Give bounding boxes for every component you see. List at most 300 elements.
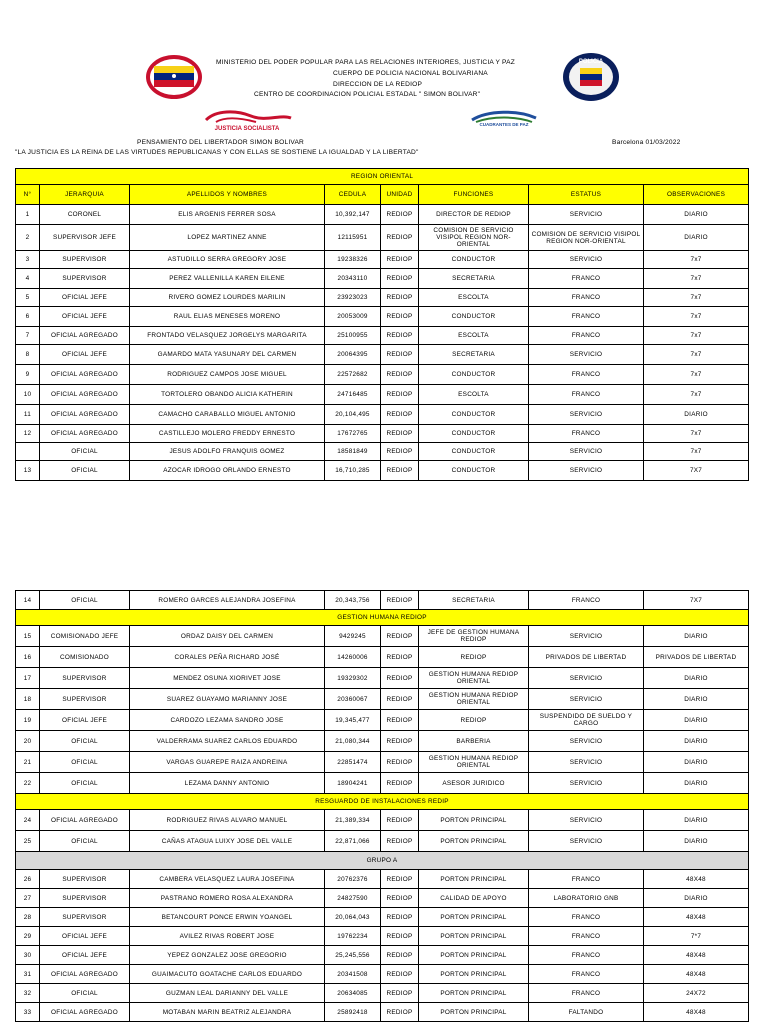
table-row [16, 269, 749, 289]
cell-full-name: FRONTADO VELASQUEZ JORGELYS MARGARITA [130, 327, 325, 345]
table-row [16, 710, 749, 731]
cell-status: SUSPENDIDO DE SUELDO Y CARGO [529, 710, 644, 731]
cell-unit: REDIOP [381, 327, 419, 345]
cell-unit: REDIOP [381, 647, 419, 668]
table-row [16, 345, 749, 365]
cell-unit: REDIOP [381, 425, 419, 443]
cell-observations: DIARIO [644, 889, 749, 908]
cell-id-number: 17672765 [325, 425, 381, 443]
cell-rank: OFICIAL JEFE [40, 946, 130, 965]
cell-rank: SUPERVISOR [40, 689, 130, 710]
cell-id-number: 22,871,066 [325, 831, 381, 852]
cell-rank: OFICIAL AGREGADO [40, 385, 130, 405]
cell-full-name: JESUS ADOLFO FRANQUIS GOMEZ [130, 443, 325, 461]
cell-rank: SUPERVISOR JEFE [40, 225, 130, 251]
cell-rank: OFICIAL [40, 752, 130, 773]
cell-unit: REDIOP [381, 345, 419, 365]
cell-function: JEFE DE GESTION HUMANA REDIOP [419, 626, 529, 647]
cell-function: BARBERIA [419, 731, 529, 752]
cell-id-number: 20360067 [325, 689, 381, 710]
cell-row-number: 19 [16, 710, 40, 731]
cell-unit: REDIOP [381, 889, 419, 908]
cell-status: FRANCO [529, 289, 644, 307]
column-header-unit: UNIDAD [381, 185, 419, 205]
column-header-full-name: APELLIDOS Y NOMBRES [130, 185, 325, 205]
cell-status: SERVICIO [529, 251, 644, 269]
cell-observations: DIARIO [644, 831, 749, 852]
table-row [16, 908, 749, 927]
cell-full-name: CAMBERA VELASQUEZ LAURA JOSEFINA [130, 870, 325, 889]
cell-function: CONDUCTOR [419, 251, 529, 269]
cell-status: SERVICIO [529, 773, 644, 794]
cell-full-name: LOPEZ MARTINEZ ANNE [130, 225, 325, 251]
cell-unit: REDIOP [381, 752, 419, 773]
cell-function: CONDUCTOR [419, 307, 529, 327]
cell-full-name: CAÑAS ATAGUA LUIXY JOSE DEL VALLE [130, 831, 325, 852]
cell-function: CONDUCTOR [419, 365, 529, 385]
cell-id-number: 25892418 [325, 1003, 381, 1022]
cell-observations: 7x7 [644, 269, 749, 289]
cell-unit: REDIOP [381, 385, 419, 405]
header-ministry: MINISTERIO DEL PODER POPULAR PARA LAS RELACIONES INTERIORES, JUSTICIA Y PAZ [216, 59, 515, 66]
cell-rank: OFICIAL JEFE [40, 710, 130, 731]
cell-status: FRANCO [529, 965, 644, 984]
cell-row-number: 13 [16, 461, 40, 481]
cell-observations: PRIVADOS DE LIBERTAD [644, 647, 749, 668]
cell-function: PORTON PRINCIPAL [419, 1003, 529, 1022]
table-row [16, 752, 749, 773]
cell-rank: SUPERVISOR [40, 269, 130, 289]
table-row [16, 461, 749, 481]
table-row [16, 870, 749, 889]
cell-unit: REDIOP [381, 710, 419, 731]
section-title: GESTION HUMANA REDIOP [16, 610, 749, 626]
cell-full-name: GAMARDO MATA YASUNARY DEL CARMEN [130, 345, 325, 365]
cell-full-name: GUZMAN LEAL DARIANNY DEL VALLE [130, 984, 325, 1003]
table-row [16, 591, 749, 610]
cell-unit: REDIOP [381, 289, 419, 307]
cell-observations: 7*7 [644, 927, 749, 946]
cell-full-name: CASTILLEJO MOLERO FREDDY ERNESTO [130, 425, 325, 443]
table-row [16, 626, 749, 647]
section-band [16, 852, 749, 870]
cell-id-number: 22572682 [325, 365, 381, 385]
table-row [16, 831, 749, 852]
cell-full-name: PEREZ VALLENILLA KAREN EILENE [130, 269, 325, 289]
cell-observations: DIARIO [644, 710, 749, 731]
cell-observations: DIARIO [644, 205, 749, 225]
table-row [16, 425, 749, 443]
table-row [16, 647, 749, 668]
cell-rank: SUPERVISOR [40, 870, 130, 889]
cell-full-name: CARDOZO LEZAMA SANDRO JOSE [130, 710, 325, 731]
cell-observations: 7x7 [644, 289, 749, 307]
cell-full-name: TORTOLERO OBANDO ALICIA KATHERIN [130, 385, 325, 405]
cell-function: PORTON PRINCIPAL [419, 965, 529, 984]
cell-status: FRANCO [529, 307, 644, 327]
cell-status: FALTANDO [529, 1003, 644, 1022]
cell-unit: REDIOP [381, 810, 419, 831]
cell-id-number: 20,064,043 [325, 908, 381, 927]
cell-function: REDIOP [419, 647, 529, 668]
table-row [16, 810, 749, 831]
cell-observations: 24X72 [644, 984, 749, 1003]
cell-rank: OFICIAL [40, 591, 130, 610]
section-title: GRUPO A [16, 852, 749, 870]
cell-observations: 7X7 [644, 461, 749, 481]
cell-observations: 48X48 [644, 946, 749, 965]
cell-id-number: 20343110 [325, 269, 381, 289]
cell-row-number: 33 [16, 1003, 40, 1022]
cell-id-number: 20762376 [325, 870, 381, 889]
table-row [16, 365, 749, 385]
cell-id-number: 10,392,147 [325, 205, 381, 225]
cell-row-number: 22 [16, 773, 40, 794]
roster-table-continued [15, 590, 749, 1022]
cell-observations: DIARIO [644, 731, 749, 752]
cell-status: FRANCO [529, 870, 644, 889]
cell-full-name: LEZAMA DANNY ANTONIO [130, 773, 325, 794]
cell-full-name: AVILEZ RIVAS ROBERT JOSE [130, 927, 325, 946]
cell-rank: OFICIAL AGREGADO [40, 365, 130, 385]
table-row [16, 443, 749, 461]
cell-function: PORTON PRINCIPAL [419, 927, 529, 946]
table-row [16, 225, 749, 251]
cell-observations: 7x7 [644, 443, 749, 461]
cell-id-number: 25,245,556 [325, 946, 381, 965]
cell-function: CONDUCTOR [419, 461, 529, 481]
cell-full-name: SUAREZ GUAYAMO MARIANNY JOSE [130, 689, 325, 710]
cell-id-number: 19329302 [325, 668, 381, 689]
cell-rank: OFICIAL [40, 831, 130, 852]
cell-function: PORTON PRINCIPAL [419, 908, 529, 927]
cell-full-name: ORDAZ DAISY DEL CARMEN [130, 626, 325, 647]
cell-observations: 7x7 [644, 345, 749, 365]
table-row [16, 251, 749, 269]
cell-full-name: BETANCOURT PONCE ERWIN YOANGEL [130, 908, 325, 927]
cell-function: PORTON PRINCIPAL [419, 984, 529, 1003]
cell-rank: OFICIAL JEFE [40, 345, 130, 365]
cell-status: FRANCO [529, 591, 644, 610]
cell-status: FRANCO [529, 385, 644, 405]
cell-id-number: 14260006 [325, 647, 381, 668]
cell-function: ASESOR JURIDICO [419, 773, 529, 794]
police-seal-text: POLICIA [578, 59, 604, 65]
cell-id-number: 20634085 [325, 984, 381, 1003]
cell-full-name: MOTABAN MARIN BEATRIZ ALEJANDRA [130, 1003, 325, 1022]
cell-observations: DIARIO [644, 405, 749, 425]
table-row [16, 946, 749, 965]
cell-id-number: 19238326 [325, 251, 381, 269]
cell-row-number: 11 [16, 405, 40, 425]
cell-function: PORTON PRINCIPAL [419, 870, 529, 889]
justicia-socialista-text: JUSTICIA SOCIALISTA [214, 126, 280, 132]
cell-row-number: 18 [16, 689, 40, 710]
cell-row-number: 16 [16, 647, 40, 668]
cell-full-name: ASTUDILLO SERRA GREGORY JOSE [130, 251, 325, 269]
cell-row-number: 21 [16, 752, 40, 773]
cell-row-number: 1 [16, 205, 40, 225]
cell-rank: CORONEL [40, 205, 130, 225]
cell-id-number: 24827590 [325, 889, 381, 908]
cell-observations: DIARIO [644, 225, 749, 251]
cell-unit: REDIOP [381, 269, 419, 289]
cell-row-number: 20 [16, 731, 40, 752]
cell-unit: REDIOP [381, 984, 419, 1003]
cell-status: FRANCO [529, 946, 644, 965]
cell-rank: OFICIAL JEFE [40, 289, 130, 307]
cuadrantes-de-paz-logo [468, 108, 540, 130]
cell-unit: REDIOP [381, 965, 419, 984]
table-row [16, 965, 749, 984]
cell-row-number: 27 [16, 889, 40, 908]
cell-function: SECRETARIA [419, 345, 529, 365]
cell-unit: REDIOP [381, 1003, 419, 1022]
table-row [16, 1003, 749, 1022]
roster-table-region-oriental [15, 168, 749, 481]
cell-full-name: MENDEZ OSUNA XIORIVET JOSE [130, 668, 325, 689]
cell-unit: REDIOP [381, 307, 419, 327]
cell-rank: COMISIONADO JEFE [40, 626, 130, 647]
table-row [16, 327, 749, 345]
table-row [16, 405, 749, 425]
cell-full-name: CORALES PEÑA RICHARD JOSÉ [130, 647, 325, 668]
cell-observations: 48X48 [644, 908, 749, 927]
cell-row-number: 10 [16, 385, 40, 405]
cell-row-number: 2 [16, 225, 40, 251]
cell-rank: OFICIAL JEFE [40, 307, 130, 327]
cell-rank: OFICIAL AGREGADO [40, 327, 130, 345]
cell-rank: COMISIONADO [40, 647, 130, 668]
cell-observations: 7x7 [644, 327, 749, 345]
cell-row-number: 25 [16, 831, 40, 852]
cell-id-number: 20,104,495 [325, 405, 381, 425]
cell-id-number: 12115951 [325, 225, 381, 251]
cell-id-number: 25100955 [325, 327, 381, 345]
cell-row-number: 5 [16, 289, 40, 307]
cell-id-number: 20053009 [325, 307, 381, 327]
cell-rank: OFICIAL AGREGADO [40, 965, 130, 984]
cell-function: GESTION HUMANA REDIOP ORIENTAL [419, 752, 529, 773]
cell-function: CONDUCTOR [419, 425, 529, 443]
header-center: CENTRO DE COORDINACION POLICIAL ESTADAL " SIMON BOLIVAR" [254, 91, 481, 98]
cell-unit: REDIOP [381, 205, 419, 225]
cell-full-name: GUAIMACUTO GOATACHE CARLOS EDUARDO [130, 965, 325, 984]
cell-status: FRANCO [529, 365, 644, 385]
table-row [16, 689, 749, 710]
cell-rank: OFICIAL AGREGADO [40, 425, 130, 443]
cell-unit: REDIOP [381, 405, 419, 425]
cell-row-number [16, 443, 40, 461]
column-header-id-number: CEDULA [325, 185, 381, 205]
cell-observations: DIARIO [644, 752, 749, 773]
cell-rank: SUPERVISOR [40, 889, 130, 908]
cell-full-name: ELIS ARGENIS FERRER SOSA [130, 205, 325, 225]
cell-status: FRANCO [529, 908, 644, 927]
cell-id-number: 19762234 [325, 927, 381, 946]
cell-status: LABORATORIO GNB [529, 889, 644, 908]
table-row [16, 889, 749, 908]
column-header-rank: JERARQUIA [40, 185, 130, 205]
cell-function: GESTION HUMANA REDIOP ORIENTAL [419, 668, 529, 689]
cell-rank: OFICIAL [40, 461, 130, 481]
cell-rank: OFICIAL [40, 984, 130, 1003]
column-header-observations: OBSERVACIONES [644, 185, 749, 205]
cell-row-number: 29 [16, 927, 40, 946]
cell-status: FRANCO [529, 269, 644, 289]
cell-status: COMISION DE SERVICIO VISIPOL REGION NOR-ORIENTAL [529, 225, 644, 251]
cell-row-number: 9 [16, 365, 40, 385]
cell-unit: REDIOP [381, 251, 419, 269]
table-row [16, 289, 749, 307]
section-band [16, 794, 749, 810]
cell-status: SERVICIO [529, 668, 644, 689]
cell-status: SERVICIO [529, 810, 644, 831]
cell-unit: REDIOP [381, 908, 419, 927]
cell-status: SERVICIO [529, 689, 644, 710]
cell-unit: REDIOP [381, 689, 419, 710]
cell-full-name: VALDERRAMA SUAREZ CARLOS EDUARDO [130, 731, 325, 752]
cell-observations: 48X48 [644, 870, 749, 889]
cell-full-name: RODRIGUEZ CAMPOS JOSE MIGUEL [130, 365, 325, 385]
cell-unit: REDIOP [381, 870, 419, 889]
cell-observations: 7x7 [644, 365, 749, 385]
cell-observations: 7x7 [644, 307, 749, 327]
column-header-row-number: N° [16, 185, 40, 205]
ministry-seal-logo [145, 54, 203, 100]
cell-full-name: RAUL ELIAS MENESES MORENO [130, 307, 325, 327]
section-title: RESGUARDO DE INSTALACIONES REDIP [16, 794, 749, 810]
cell-function: CALIDAD DE APOYO [419, 889, 529, 908]
cell-unit: REDIOP [381, 773, 419, 794]
cell-rank: OFICIAL [40, 773, 130, 794]
header-police: CUERPO DE POLICIA NACIONAL BOLIVARIANA [333, 70, 488, 77]
cell-status: SERVICIO [529, 731, 644, 752]
cell-unit: REDIOP [381, 591, 419, 610]
justicia-socialista-logo [196, 108, 298, 132]
column-header-status: ESTATUS [529, 185, 644, 205]
cell-rank: OFICIAL [40, 731, 130, 752]
cell-function: REDIOP [419, 710, 529, 731]
cell-id-number: 20064395 [325, 345, 381, 365]
thought-title: PENSAMIENTO DEL LIBERTADOR SIMON BOLIVAR [137, 139, 305, 146]
cell-row-number: 15 [16, 626, 40, 647]
cell-full-name: RIVERO GOMEZ LOURDES MARILIN [130, 289, 325, 307]
cell-status: FRANCO [529, 425, 644, 443]
cell-function: CONDUCTOR [419, 443, 529, 461]
table-row [16, 385, 749, 405]
table-row [16, 773, 749, 794]
cell-row-number: 30 [16, 946, 40, 965]
cell-id-number: 20,343,756 [325, 591, 381, 610]
cell-rank: OFICIAL JEFE [40, 927, 130, 946]
cell-row-number: 6 [16, 307, 40, 327]
police-shield-logo [562, 52, 620, 102]
cell-function: ESCOLTA [419, 385, 529, 405]
table-row [16, 927, 749, 946]
document-date: Barcelona 01/03/2022 [612, 139, 681, 146]
cell-rank: OFICIAL AGREGADO [40, 810, 130, 831]
cell-observations: DIARIO [644, 773, 749, 794]
cuadrantes-de-paz-text: CUADRANTES DE PAZ [479, 122, 529, 127]
cell-function: GESTION HUMANA REDIOP ORIENTAL [419, 689, 529, 710]
cell-unit: REDIOP [381, 731, 419, 752]
cell-row-number: 28 [16, 908, 40, 927]
cell-function: COMISION DE SERVICIO VISIPOL REGION NOR-ORIENTAL [419, 225, 529, 251]
cell-row-number: 24 [16, 810, 40, 831]
cell-row-number: 8 [16, 345, 40, 365]
cell-id-number: 18581849 [325, 443, 381, 461]
cell-observations: 7x7 [644, 425, 749, 443]
cell-observations: 7x7 [644, 251, 749, 269]
cell-row-number: 3 [16, 251, 40, 269]
cell-row-number: 7 [16, 327, 40, 345]
cell-function: ESCOLTA [419, 289, 529, 307]
cell-unit: REDIOP [381, 365, 419, 385]
cell-function: ESCOLTA [419, 327, 529, 345]
cell-rank: SUPERVISOR [40, 251, 130, 269]
cell-rank: SUPERVISOR [40, 668, 130, 689]
cell-observations: 7X7 [644, 591, 749, 610]
cell-id-number: 16,710,285 [325, 461, 381, 481]
cell-unit: REDIOP [381, 225, 419, 251]
cell-row-number: 17 [16, 668, 40, 689]
cell-status: SERVICIO [529, 626, 644, 647]
cell-function: CONDUCTOR [419, 405, 529, 425]
cell-observations: DIARIO [644, 668, 749, 689]
cell-rank: OFICIAL AGREGADO [40, 405, 130, 425]
cell-unit: REDIOP [381, 443, 419, 461]
cell-row-number: 4 [16, 269, 40, 289]
cell-observations: 48X48 [644, 965, 749, 984]
cell-status: SERVICIO [529, 345, 644, 365]
cell-id-number: 24716485 [325, 385, 381, 405]
cell-function: SECRETARIA [419, 591, 529, 610]
cell-id-number: 21,080,344 [325, 731, 381, 752]
region-title: REGION ORIENTAL [16, 169, 749, 185]
cell-row-number: 32 [16, 984, 40, 1003]
cell-function: PORTON PRINCIPAL [419, 831, 529, 852]
cell-status: SERVICIO [529, 752, 644, 773]
cell-row-number: 12 [16, 425, 40, 443]
bolivar-quote: "LA JUSTICIA ES LA REINA DE LAS VIRTUDES REPUBLICANAS Y CON ELLAS SE SOSTIENE LA IGUALDAD Y LA LIBERTAD" [15, 149, 419, 156]
table-row [16, 205, 749, 225]
cell-unit: REDIOP [381, 626, 419, 647]
cell-id-number: 19,345,477 [325, 710, 381, 731]
cell-unit: REDIOP [381, 927, 419, 946]
cell-unit: REDIOP [381, 668, 419, 689]
cell-full-name: ROMERO GARCES ALEJANDRA JOSEFINA [130, 591, 325, 610]
cell-row-number: 26 [16, 870, 40, 889]
cell-row-number: 31 [16, 965, 40, 984]
cell-observations: 7x7 [644, 385, 749, 405]
cell-rank: SUPERVISOR [40, 908, 130, 927]
cell-full-name: AZOCAR IDROGO ORLANDO ERNESTO [130, 461, 325, 481]
cell-full-name: CAMACHO CARABALLO MIGUEL ANTONIO [130, 405, 325, 425]
cell-rank: OFICIAL [40, 443, 130, 461]
cell-status: FRANCO [529, 984, 644, 1003]
cell-function: PORTON PRINCIPAL [419, 946, 529, 965]
table-header-row [16, 185, 749, 205]
cell-status: FRANCO [529, 327, 644, 345]
cell-status: SERVICIO [529, 205, 644, 225]
cell-row-number: 14 [16, 591, 40, 610]
cell-id-number: 23923023 [325, 289, 381, 307]
cell-function: PORTON PRINCIPAL [419, 810, 529, 831]
cell-full-name: PASTRANO ROMERO ROSA ALEXANDRA [130, 889, 325, 908]
cell-full-name: RODRIGUEZ RIVAS ALVARO MANUEL [130, 810, 325, 831]
cell-unit: REDIOP [381, 461, 419, 481]
